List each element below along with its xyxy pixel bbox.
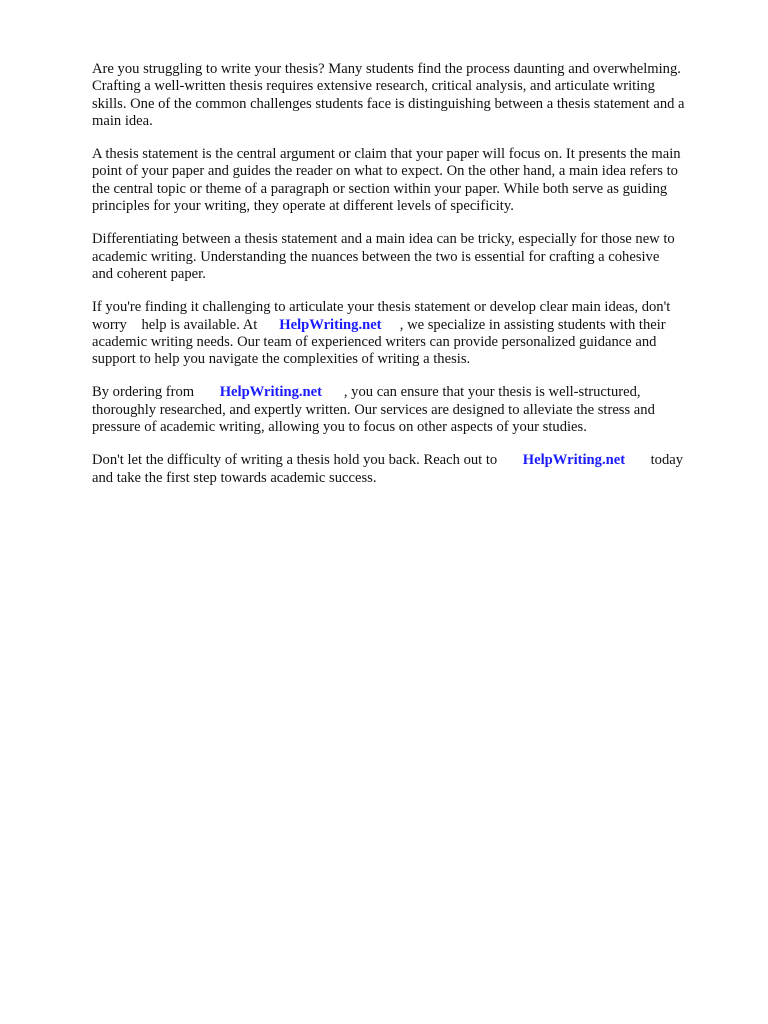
paragraph-text: today and take the first step towards academic success. <box>92 452 684 486</box>
helpwriting-link[interactable]: HelpWriting.net <box>219 384 322 401</box>
paragraph-text: , you can ensure that your thesis is well-structured, thoroughly researched, and expertly written. Our services are designed to alleviate the stress and pressure of academic writing, allowing you to focus on other aspects of your studies. <box>92 384 655 436</box>
paragraph-text: , we specialize in assisting students with their academic writing needs. Our team of experienced writers can provide personalized guidance and support to help you navigate the complexities of writing a thesis. <box>92 316 666 368</box>
helpwriting-link[interactable]: HelpWriting.net <box>522 452 626 469</box>
paragraph-call-to-action <box>92 452 728 487</box>
paragraph-ordering <box>92 384 728 436</box>
paragraph-thesis-definition: A thesis statement is the central argument or claim that your paper will focus on. It presents the main point of your paper and guides the reader on what to expect. On the other hand, a main idea refers to the central topic or theme of a paragraph or section within your paper. While both serve as guiding principles for your writing, they operate at different levels of specificity. <box>92 146 681 215</box>
paragraph-text: By ordering from <box>92 384 220 401</box>
paragraph-help-available <box>92 299 728 368</box>
helpwriting-link[interactable]: HelpWriting.net <box>279 316 382 333</box>
paragraph-differentiating: Differentiating between a thesis statement and a main idea can be tricky, especially for those new to academic writing. Understanding the nuances between the two is essential for crafting a cohesive and coherent paper. <box>92 231 675 282</box>
paragraph-text: Don't let the difficulty of writing a thesis hold you back. Reach out to <box>92 452 523 469</box>
paragraph-intro: Are you struggling to write your thesis? Many students find the process daunting and overwhelming. Crafting a well-written thesis requires extensive research, critical analysis, and articulate writing skills. One of the common challenges students face is distinguishing between a thesis statement and a main idea. <box>92 61 685 129</box>
paragraph-text: If you're finding it challenging to articulate your thesis statement or develop clear main ideas, don't worry help is available. At <box>92 299 671 333</box>
document-body <box>92 61 728 503</box>
